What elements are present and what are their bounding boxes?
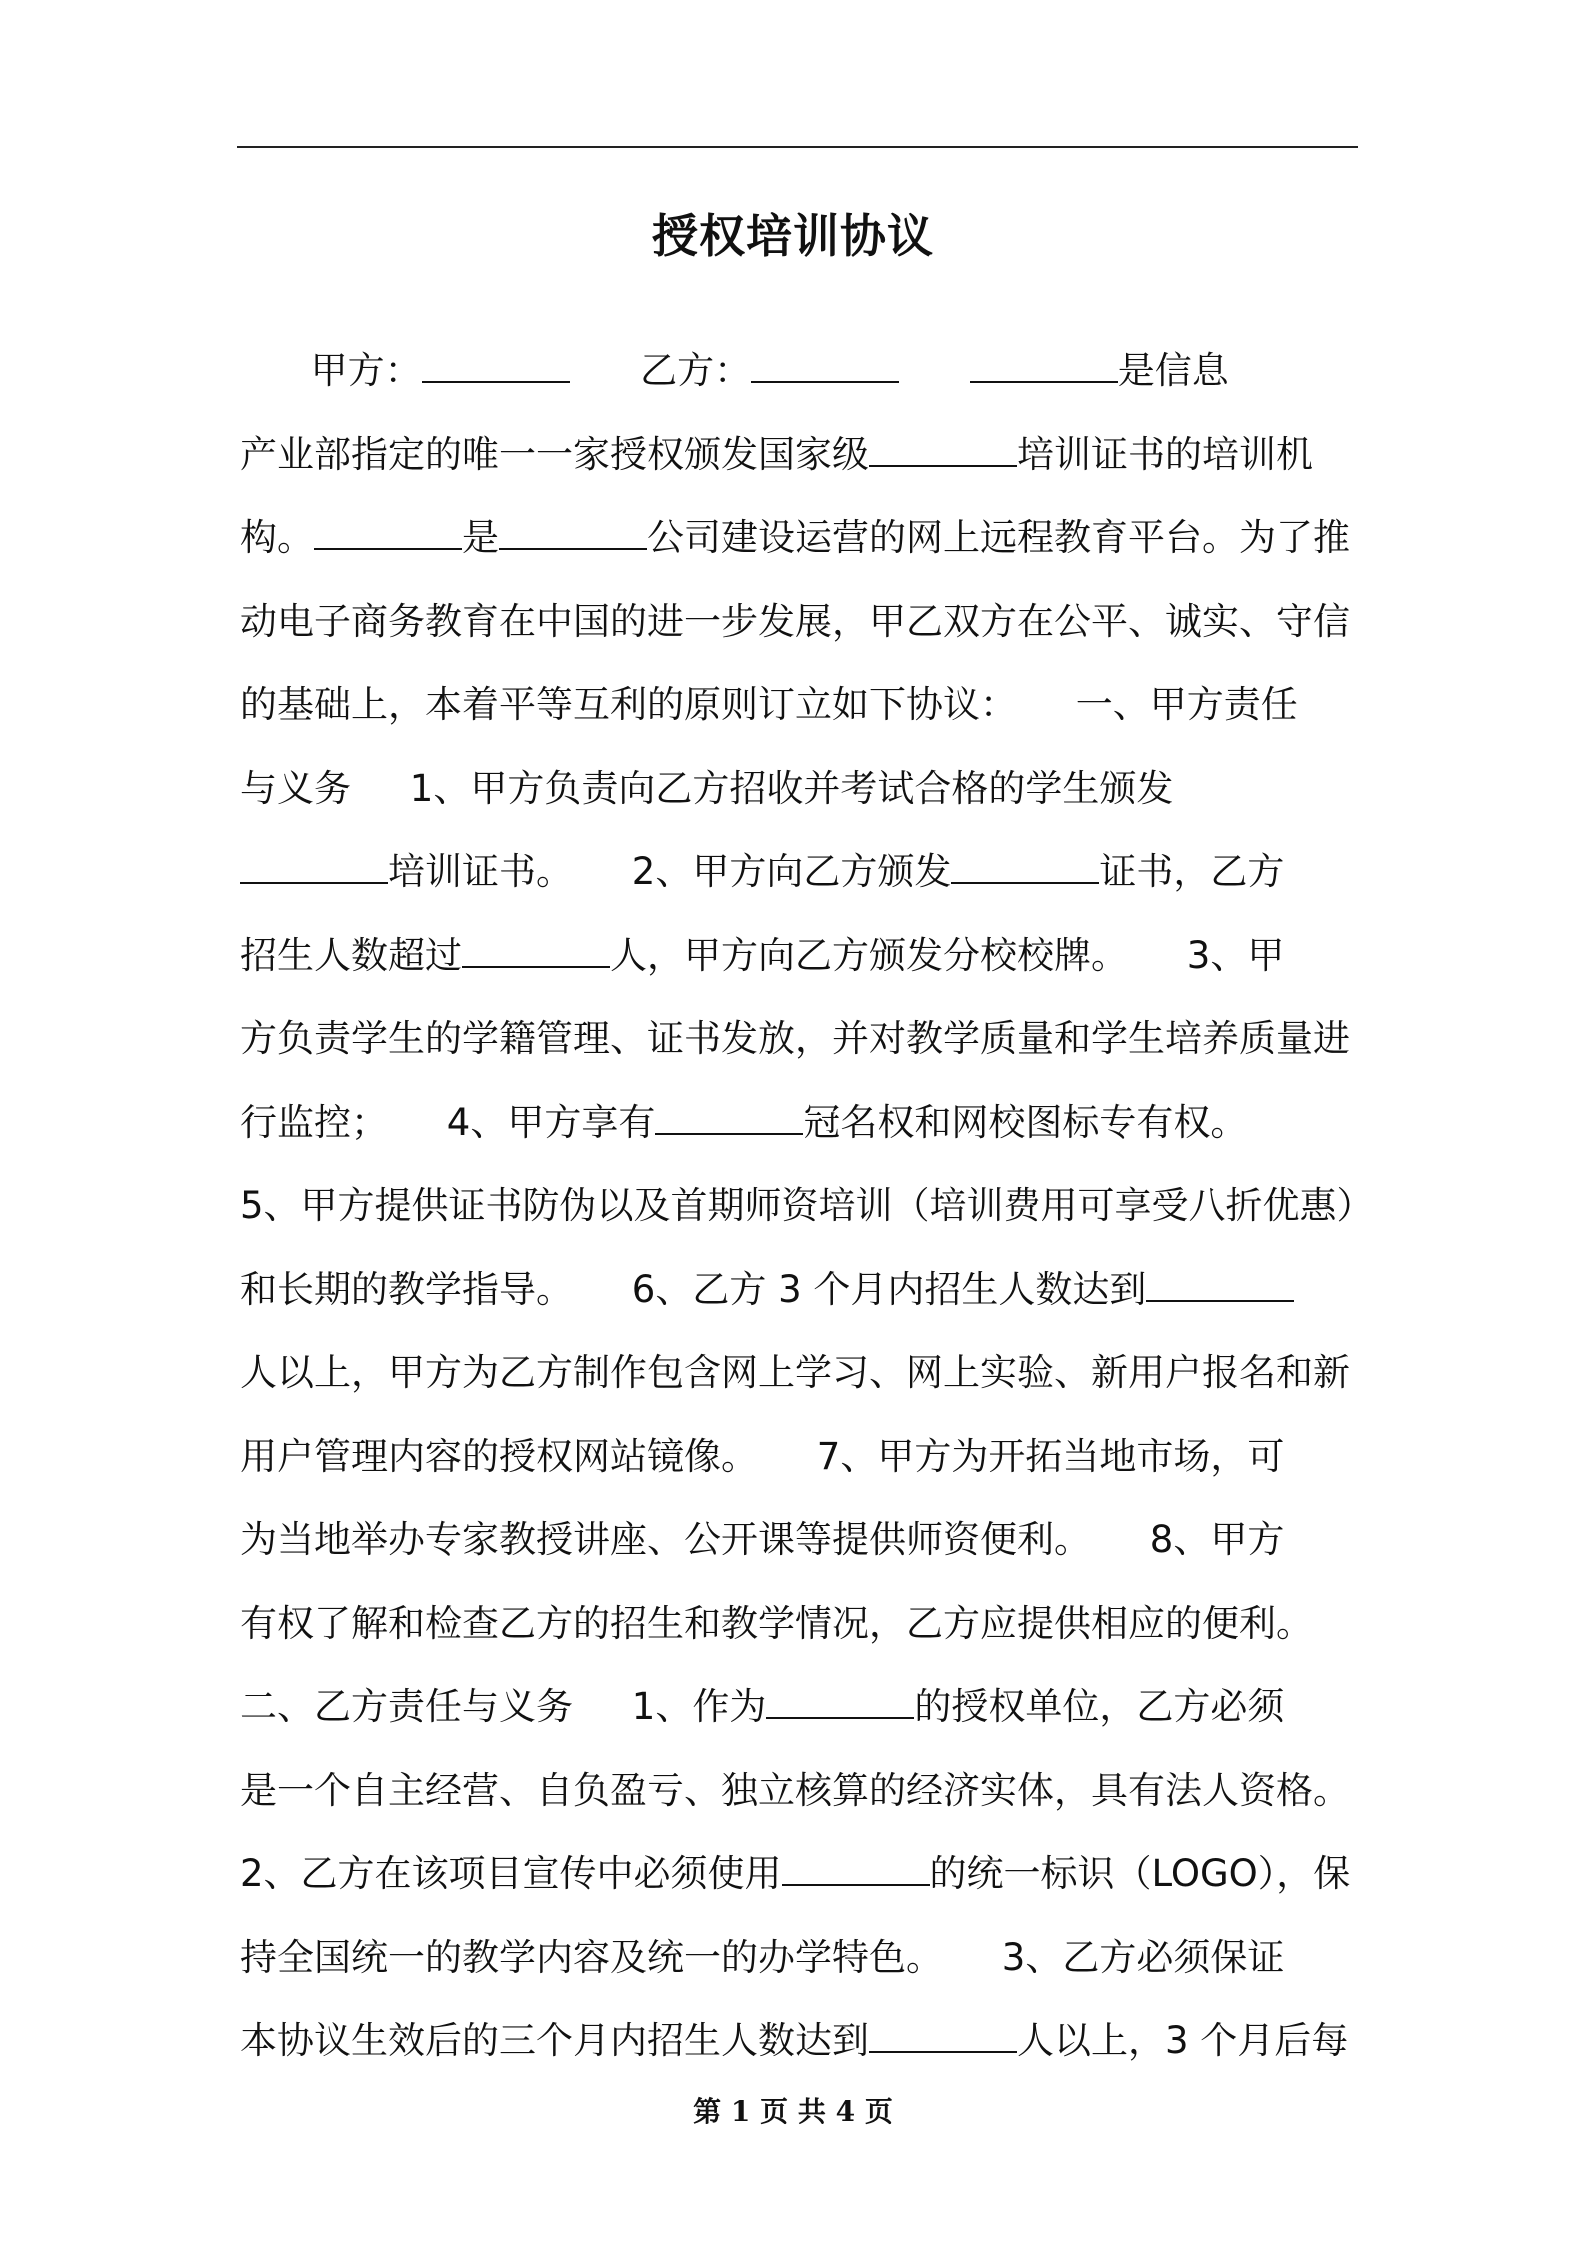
text-line — [240, 1999, 1380, 2083]
document-body — [240, 329, 1380, 2083]
line-text: 公司建设运营的网上远程教育平台。为了推 — [647, 516, 1350, 559]
line-text: 产业部指定的唯一一家授权颁发国家级 — [240, 432, 869, 476]
fill-in-blank[interactable] — [782, 1854, 930, 1886]
fill-in-blank[interactable] — [462, 936, 610, 968]
text-line — [240, 830, 1380, 914]
line-text: 构。 — [240, 516, 314, 559]
text-line — [240, 663, 1380, 747]
line-text: 行监控； 4、甲方享有 — [240, 1100, 656, 1144]
fill-in-blank[interactable] — [1146, 1270, 1294, 1302]
line-text: 二、乙方责任与义务 1、作为 — [240, 1685, 767, 1728]
fill-in-blank[interactable] — [314, 518, 462, 550]
line-text: 用户管理内容的授权网站镜像。 7、甲方为开拓当地市场，可 — [240, 1434, 1285, 1478]
fill-in-blank[interactable] — [751, 351, 899, 383]
line-text: 为当地举办专家教授讲座、公开课等提供师资便利。 8、甲方 — [240, 1518, 1285, 1561]
line-text: 是 — [462, 516, 499, 559]
line-text: 证书，乙方 — [1099, 850, 1285, 893]
line-text: 培训证书。 2、甲方向乙方颁发 — [388, 850, 952, 893]
text-line — [240, 1498, 1380, 1582]
line-text: 人以上，甲方为乙方制作包含网上学习、网上实验、新用户报名和新 — [240, 1351, 1350, 1394]
text-line — [240, 1832, 1380, 1916]
header-rule — [237, 146, 1358, 148]
line-text: 持全国统一的教学内容及统一的办学特色。 3、乙方必须保证 — [240, 1935, 1285, 1979]
line-text: 培训证书的培训机 — [1017, 432, 1313, 476]
line-text: 的统一标识（LOGO），保 — [929, 1852, 1351, 1895]
line-text: 人，甲方向乙方颁发分校校牌。 3、甲 — [610, 933, 1285, 977]
text-line — [240, 997, 1380, 1081]
fill-in-blank[interactable] — [499, 518, 647, 550]
line-text — [899, 349, 970, 392]
line-text: 的基础上，本着平等互利的原则订立如下协议： 一、甲方责任 — [240, 683, 1298, 726]
line-text: 本协议生效后的三个月内招生人数达到 — [240, 2019, 869, 2062]
fill-in-blank[interactable] — [766, 1687, 914, 1719]
line-text: 甲方： — [240, 349, 422, 392]
fill-in-blank[interactable] — [422, 351, 570, 383]
text-line — [240, 580, 1380, 664]
line-text: 人以上，3 个月后每 — [1017, 2019, 1349, 2062]
line-text: 冠名权和网校图标专有权。 — [803, 1100, 1248, 1144]
text-line — [240, 1164, 1380, 1248]
document-title: 授权培训协议 — [652, 209, 934, 263]
fill-in-blank[interactable] — [869, 2021, 1017, 2053]
text-line — [240, 1331, 1380, 1415]
line-text: 方负责学生的学籍管理、证书发放，并对教学质量和学生培养质量进 — [240, 1017, 1350, 1060]
line-text: 是信息 — [1117, 349, 1229, 392]
text-line — [240, 1916, 1380, 2000]
line-text: 招生人数超过 — [240, 933, 462, 977]
text-line — [240, 1665, 1380, 1749]
fill-in-blank[interactable] — [970, 351, 1118, 383]
text-line — [240, 496, 1380, 580]
text-line — [240, 329, 1380, 413]
fill-in-blank[interactable] — [869, 435, 1017, 467]
line-text: 是一个自主经营、自负盈亏、独立核算的经济实体，具有法人资格。 — [240, 1768, 1350, 1812]
text-line — [240, 413, 1380, 497]
fill-in-blank[interactable] — [655, 1103, 803, 1135]
line-text: 2、乙方在该项目宣传中必须使用 — [240, 1852, 782, 1895]
text-line — [240, 1582, 1380, 1666]
text-line — [240, 1081, 1380, 1165]
line-text: 的授权单位，乙方必须 — [914, 1685, 1285, 1728]
text-line — [240, 1248, 1380, 1332]
line-text: 乙方： — [569, 349, 752, 392]
line-text: 与义务 1、甲方负责向乙方招收并考试合格的学生颁发 — [240, 766, 1174, 810]
line-text: 动电子商务教育在中国的进一步发展，甲乙双方在公平、诚实、守信 — [240, 599, 1350, 643]
line-text: 5、甲方提供证书防伪以及首期师资培训（培训费用可享受八折优惠） — [240, 1184, 1374, 1227]
text-line — [240, 747, 1380, 831]
text-line — [240, 1415, 1380, 1499]
line-text: 有权了解和检查乙方的招生和教学情况，乙方应提供相应的便利。 — [240, 1601, 1313, 1645]
fill-in-blank[interactable] — [240, 852, 388, 884]
text-line — [240, 914, 1380, 998]
fill-in-blank[interactable] — [951, 852, 1099, 884]
text-line — [240, 1749, 1380, 1833]
line-text: 和长期的教学指导。 6、乙方 3 个月内招生人数达到 — [240, 1267, 1147, 1311]
page-number: 第 1 页 共 4 页 — [693, 2095, 893, 2128]
